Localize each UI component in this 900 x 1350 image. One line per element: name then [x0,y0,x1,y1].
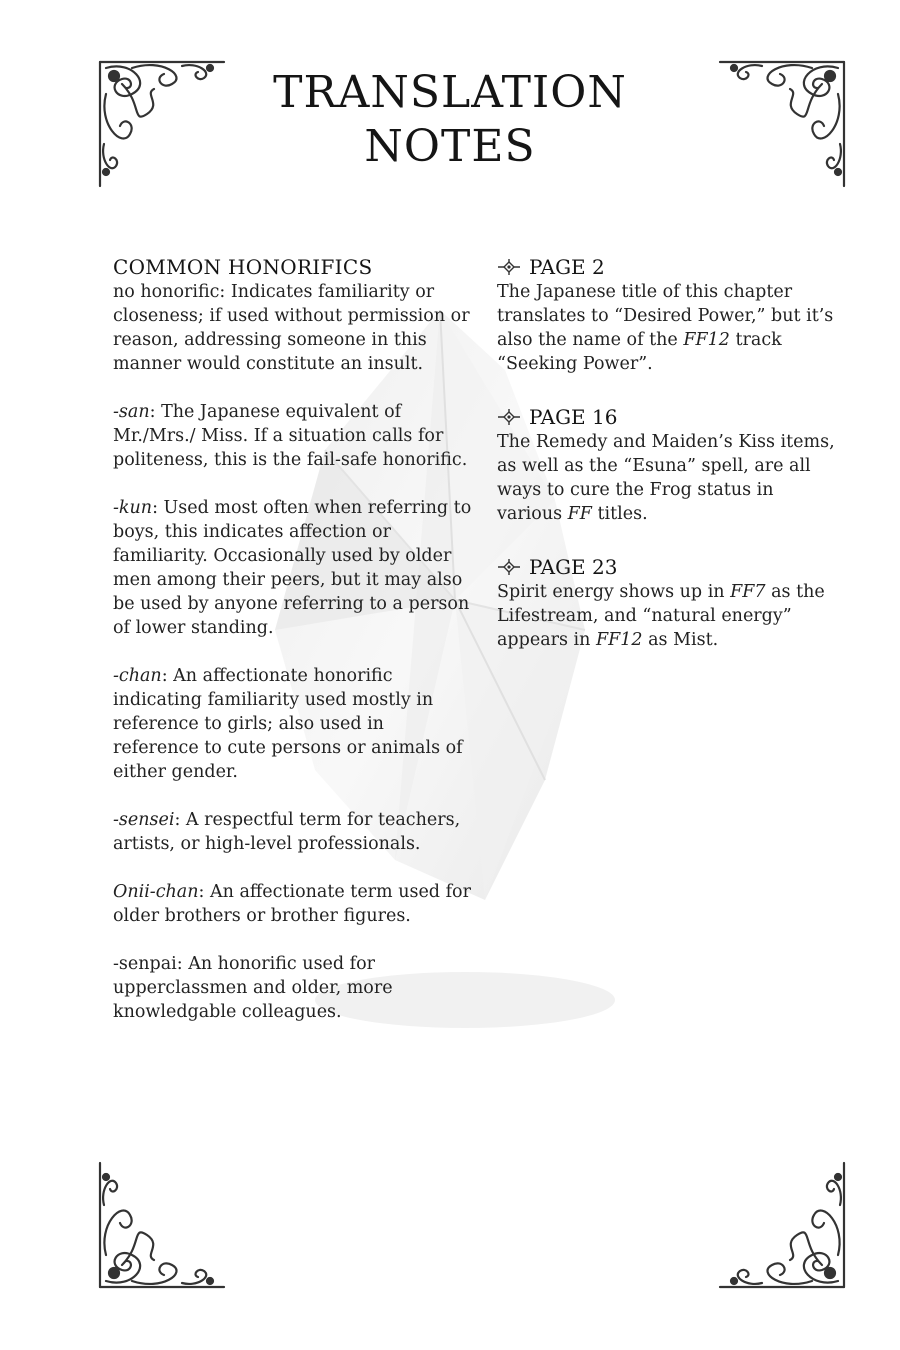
note-title-italic: FF12 [595,630,643,650]
crosshair-diamond-icon [497,557,521,577]
page-title [250,66,650,174]
honorific-term: -sensei [113,810,175,830]
note-text: titles. [591,504,648,524]
honorific-entry-kun [113,496,475,640]
note-text: as Mist. [642,630,719,650]
note-title-italic: FF7 [730,582,766,602]
ornate-corner-flourish-icon [92,1155,232,1295]
ornate-corner-flourish-icon [712,54,852,194]
page-title-line-2: NOTES [364,121,536,172]
honorific-definition: : Used most often when referring to boys, this indicates affection or familiarity. Occasionally used by older men among their peers, but it may also be used by anyone referring to a person of lower standing. [113,498,472,638]
honorific-definition: : An affectionate term used for older brothers or brother figures. [113,882,471,926]
honorific-term: -san [113,402,150,422]
page-title-line-1: TRANSLATION [273,67,627,118]
note-title-italic: FF [567,504,592,524]
honorific-intro: no honorific: Indicates familiarity or closeness; if used without permission or reason, addressing someone in this manner would constitute an insult. [113,282,470,374]
note-body [497,430,837,526]
honorific-term: -kun [113,498,153,518]
ornate-corner-flourish-icon [92,54,232,194]
note-text: The Remedy and Maiden’s Kiss items, as well as the “Esuna” spell, are all ways to cure the Frog status in various [497,432,835,524]
note-heading: PAGE 16 [529,405,618,429]
honorific-entry-san [113,400,475,472]
page-notes-section [497,254,837,680]
note-heading: PAGE 2 [529,255,605,279]
note-title-italic: FF12 [683,330,730,350]
honorific-definition: : A respectful term for teachers, artists, or high-level professionals. [113,810,461,854]
honorifics-section [113,254,475,1024]
note-text: The Japanese title of this chapter translates to “Desired Power,” but it’s also the name of the [497,282,834,350]
crosshair-diamond-icon [497,257,521,277]
honorific-definition: : The Japanese equivalent of Mr./Mrs./ Miss. If a situation calls for politeness, this is the fail-safe honorific. [113,402,468,470]
note-text: as the Lifestream, and “natural energy” appears in [497,582,825,650]
honorific-term: -chan [113,666,162,686]
note-heading: PAGE 23 [529,555,618,579]
honorific-definition: : An affectionate honorific indicating familiarity used mostly in reference to girls; also used in reference to cute persons or animals of either gender. [113,666,463,782]
note-page-23 [497,554,837,652]
honorifics-heading: COMMON HONORIFICS [113,255,373,279]
note-page-16 [497,404,837,526]
honorific-term: Onii-chan [113,882,199,902]
honorific-entry-chan [113,664,475,784]
note-text: track “Seeking Power”. [497,330,782,374]
note-page-2 [497,254,837,376]
note-text: Spirit energy shows up in [497,582,731,602]
honorific-entry-senpai: -senpai: An honorific used for upperclassmen and older, more knowledgable colleagues. [113,954,393,1022]
note-body [497,580,837,652]
ornate-corner-flourish-icon [712,1155,852,1295]
note-body [497,280,837,376]
honorific-entry-onii-chan [113,880,475,928]
honorific-entry-sensei [113,808,475,856]
crosshair-diamond-icon [497,407,521,427]
